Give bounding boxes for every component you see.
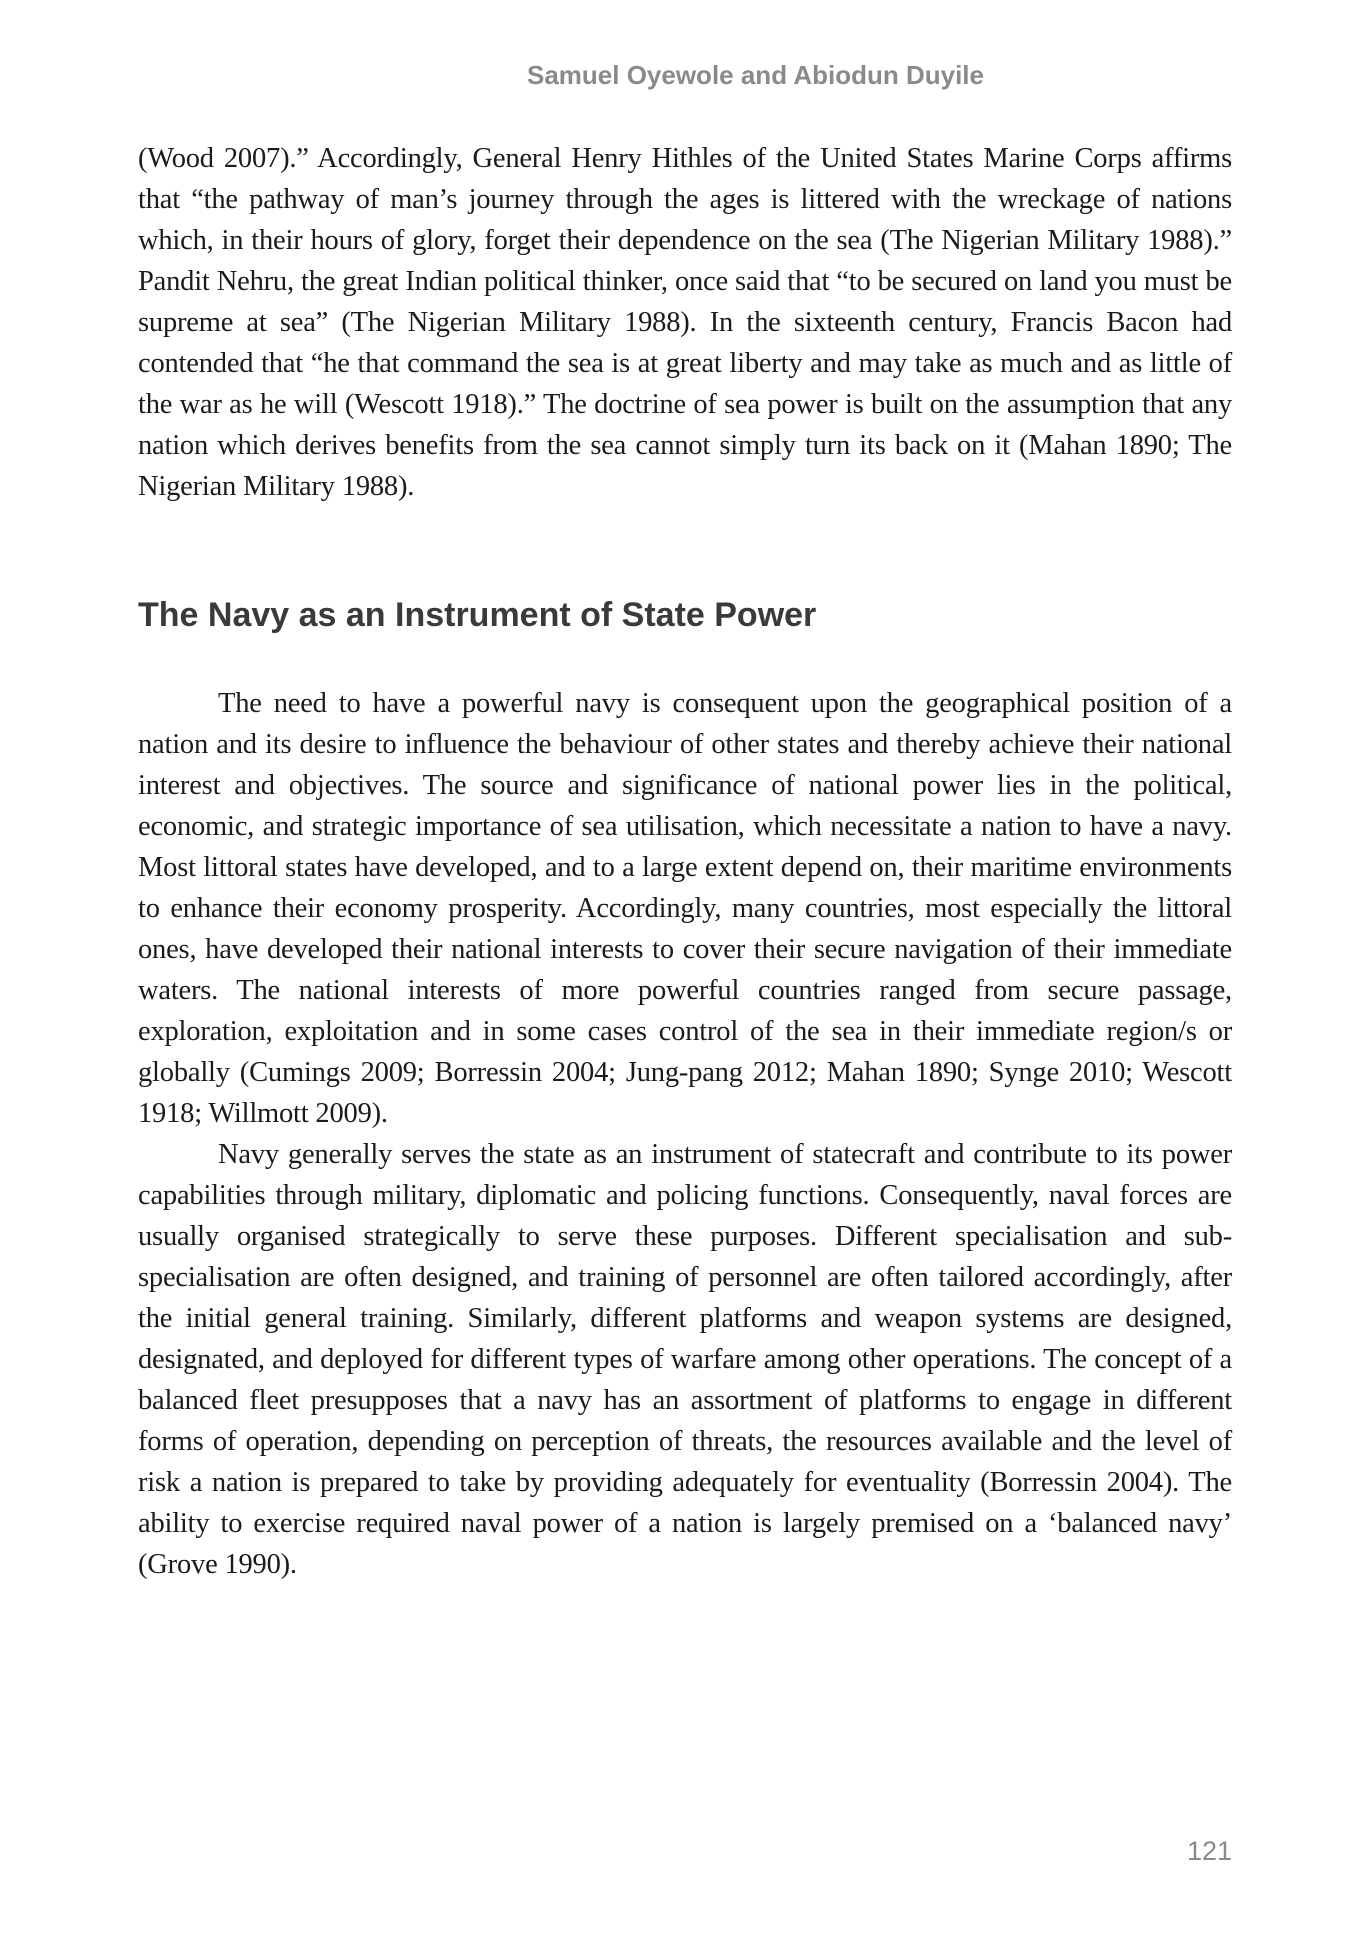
page-number: 121 [1186,1836,1232,1866]
running-head: Samuel Oyewole and Abiodun Duyile [526,60,984,90]
section-heading: The Navy as an Instrument of State Power [138,596,817,634]
text-column [138,138,1232,1585]
body-paragraph: The need to have a powerful navy is consequent upon the geographical position of a nation and its desire to influence the behaviour of other states and thereby achieve their national interest and objectives. The source and significance of national power lies in the political, economic, and strategic importance of sea utilisation, which necessitate a nation to have a navy. Most littoral states have developed, and to a large extent depend on, their maritime environments to enhance their economy prosperity. Accordingly, many countries, most especially the littoral ones, have developed their national interests to cover their secure navigation of their immediate waters. The national interests of more powerful countries ranged from secure passage, exploration, exploitation and in some cases control of the sea in their immediate region/s or globally (Cumings 2009; Borressin 2004; Jung-pang 2012; Mahan 1890; Synge 2010; Wescott 1918; Willmott 2009). [138,688,1232,1129]
body-paragraph: Navy generally serves the state as an instrument of statecraft and contribute to its power capabilities through military, diplomatic and policing functions. Consequently, naval forces are usually organised strategically to serve these purposes. Different specialisation and sub-specialisation are often designed, and training of personnel are often tailored accordingly, after the initial general training. Similarly, different platforms and weapon systems are designed, designated, and deployed for different types of warfare among other operations. The concept of a balanced fleet presupposes that a navy has an assortment of platforms to engage in different forms of operation, depending on perception of threats, the resources available and the level of risk a nation is prepared to take by providing adequately for eventuality (Borressin 2004). The ability to exercise required naval power of a nation is largely premised on a ‘balanced navy’ (Grove 1990). [138,1139,1232,1580]
body-paragraph-continued: (Wood 2007).” Accordingly, General Henry Hithles of the United States Marine Corps affirms that “the pathway of man’s journey through the ages is littered with the wreckage of nations which, in their hours of glory, forget their dependence on the sea (The Nigerian Military 1988).” Pandit Nehru, the great Indian political thinker, once said that “to be secured on land you must be supreme at sea” (The Nigerian Military 1988). In the sixteenth century, Francis Bacon had contended that “he that command the sea is at great liberty and may take as much and as little of the war as he will (Wescott 1918).” The doctrine of sea power is built on the assumption that any nation which derives benefits from the sea cannot simply turn its back on it (Mahan 1890; The Nigerian Military 1988). [138,143,1232,502]
